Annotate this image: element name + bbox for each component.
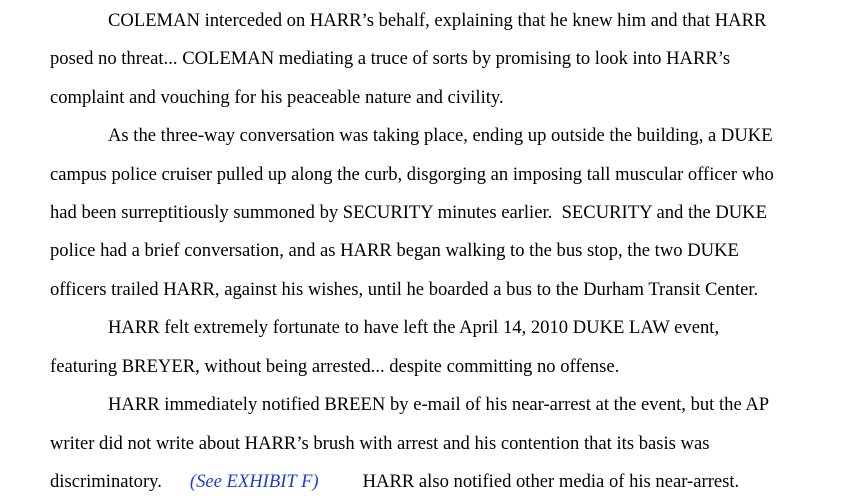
paragraph-line: featuring BREYER, without being arrested... despite committing no offense. — [50, 356, 620, 377]
paragraph-line: HARR felt extremely fortunate to have left the April 14, 2010 DUKE LAW event, — [108, 317, 720, 338]
paragraph-line: campus police cruiser pulled up along the curb, disgorging an imposing tall muscular officer who — [50, 164, 774, 185]
paragraph-line: COLEMAN interceded on HARR’s behalf, explaining that he knew him and that HARR — [108, 10, 767, 31]
paragraph-line: had been surreptitiously summoned by SECURITY minutes earlier. SECURITY and the DUKE — [50, 202, 767, 223]
paragraph-line: HARR immediately notified BREEN by e-mail of his near-arrest at the event, but the AP — [108, 394, 770, 415]
paragraph-line: officers trailed HARR, against his wishes, until he boarded a bus to the Durham Transit Center. — [50, 279, 759, 300]
paragraph-line: As the three-way conversation was taking place, ending up outside the building, a DUKE — [108, 125, 773, 146]
paragraph-line: writer did not write about HARR’s brush with arrest and his contention that its basis was — [50, 433, 710, 454]
exhibit-f-reference: (See EXHIBIT F) — [189, 471, 319, 492]
paragraph-line: posed no threat... COLEMAN mediating a truce of sorts by promising to look into HARR’s — [50, 48, 731, 69]
text-segment: discriminatory. — [50, 471, 162, 492]
paragraph-line: police had a brief conversation, and as HARR began walking to the bus stop, the two DUKE — [50, 240, 739, 261]
paragraph-line-last — [50, 470, 739, 494]
paragraph-line: complaint and vouching for his peaceable nature and civility. — [50, 87, 504, 108]
text-segment: HARR also notified other media of his near-arrest. — [362, 471, 740, 492]
